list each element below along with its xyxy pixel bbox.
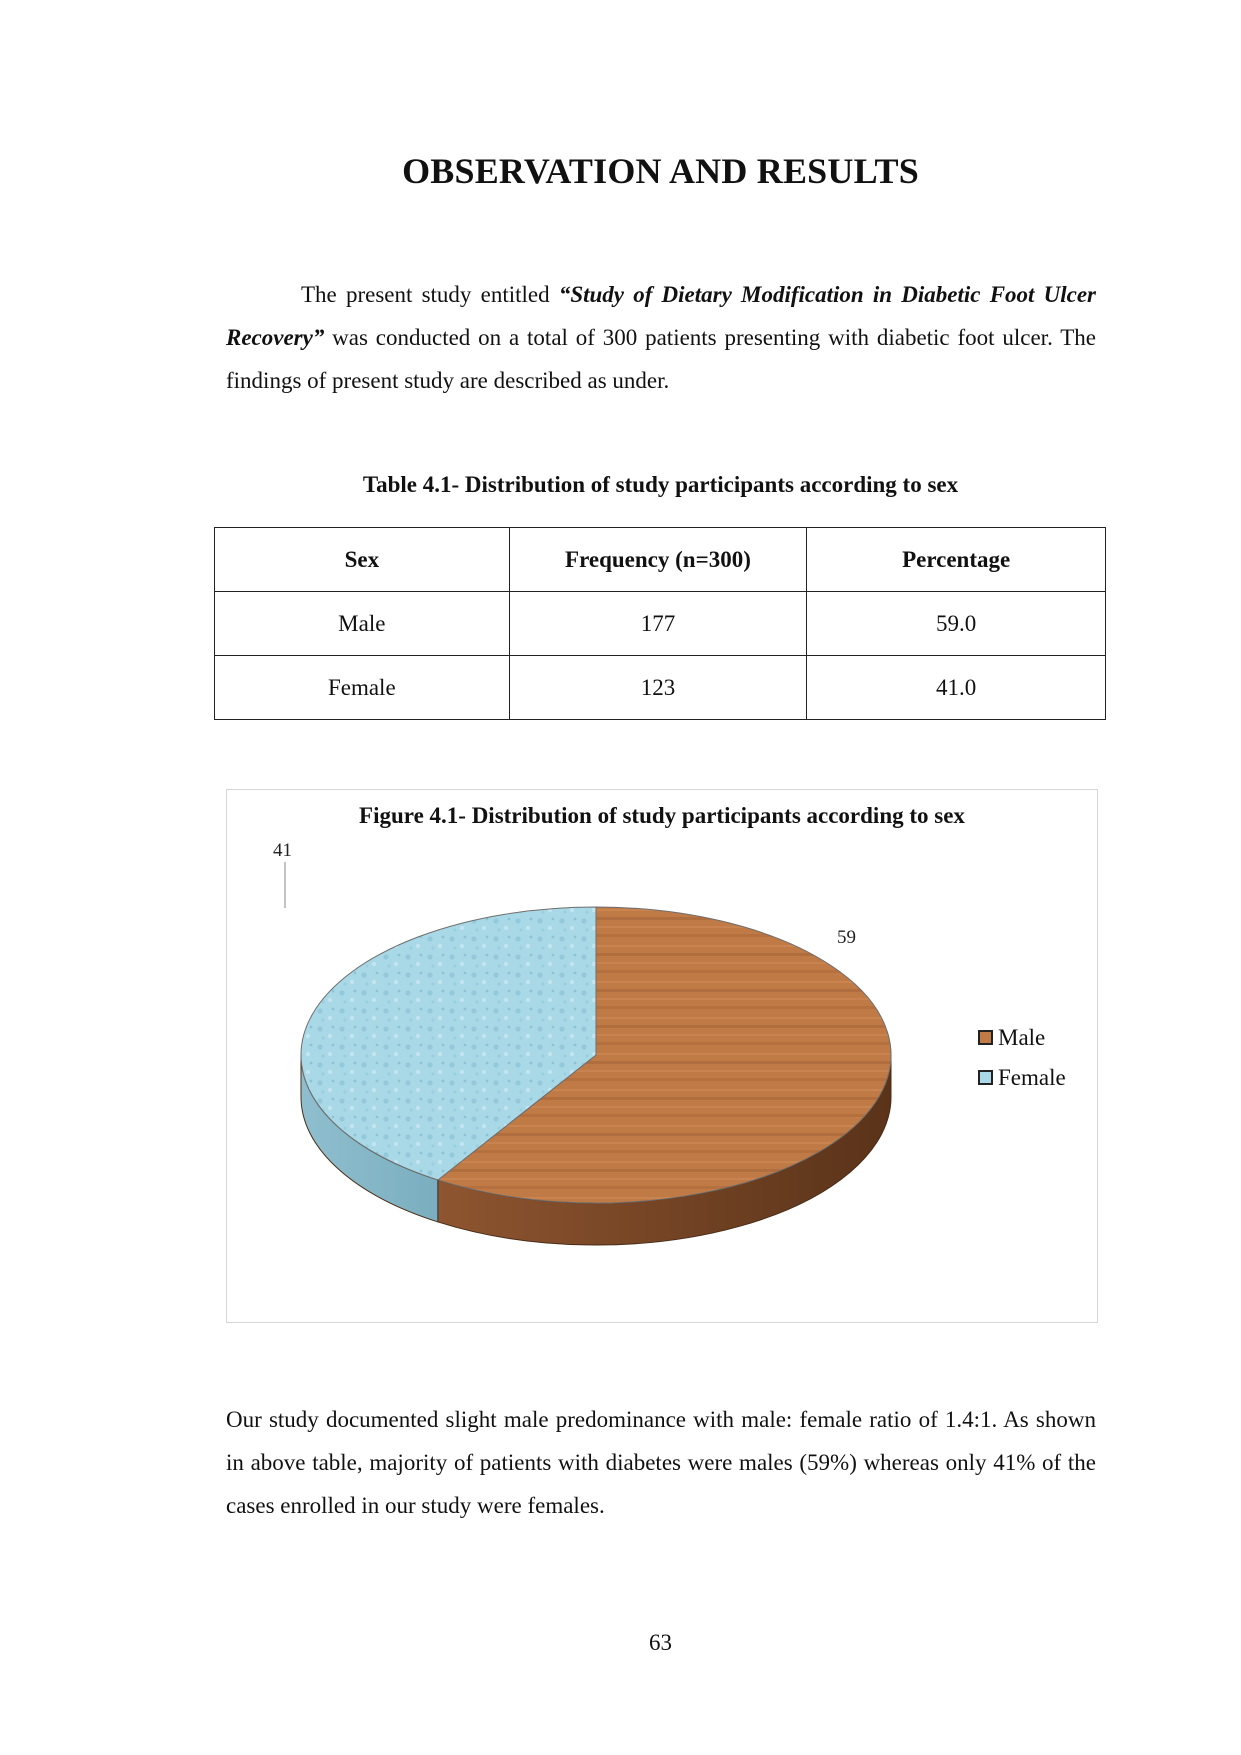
cell-sex: Male [215,592,510,656]
header-sex: Sex [215,528,510,592]
legend-swatch-male [979,1031,992,1044]
table-caption: Table 4.1- Distribution of study participants according to sex [362,472,959,497]
legend-swatch-female [979,1071,992,1084]
sex-distribution-table [214,527,1106,720]
figure-caption: Figure 4.1- Distribution of study participants according to sex [359,803,965,828]
intro-text-before: The present study entitled [301,282,559,307]
page-title: OBSERVATION AND RESULTS [402,151,919,191]
table-row [215,592,1106,656]
data-label-male: 59 [837,927,856,948]
table-header-row [215,528,1106,592]
page-number: 63 [649,1630,672,1655]
cell-frequency: 177 [509,592,807,656]
cell-percentage: 41.0 [807,656,1106,720]
intro-text-after: was conducted on a total of 300 patients presenting with diabetic foot ulcer. The findings of present study are described as under. [226,325,1096,393]
closing-paragraph: Our study documented slight male predominance with male: female ratio of 1.4:1. As shown in above table, majority of patients with diabetes were males (59%) whereas only 41% of the cases enrolled in our study were females. [226,1407,1096,1518]
data-label-female: 41 [273,840,292,861]
intro-paragraph [226,273,1096,402]
legend-label-female: Female [998,1065,1066,1090]
cell-percentage: 59.0 [807,592,1106,656]
table-row [215,656,1106,720]
cell-frequency: 123 [509,656,807,720]
header-frequency: Frequency (n=300) [509,528,807,592]
cell-sex: Female [215,656,510,720]
study-title: “Study of Dietary Modification in Diabetic Foot Ulcer Recovery” [226,282,1096,350]
header-percentage: Percentage [807,528,1106,592]
pie-chart [227,790,1097,1322]
legend-label-male: Male [998,1025,1046,1050]
